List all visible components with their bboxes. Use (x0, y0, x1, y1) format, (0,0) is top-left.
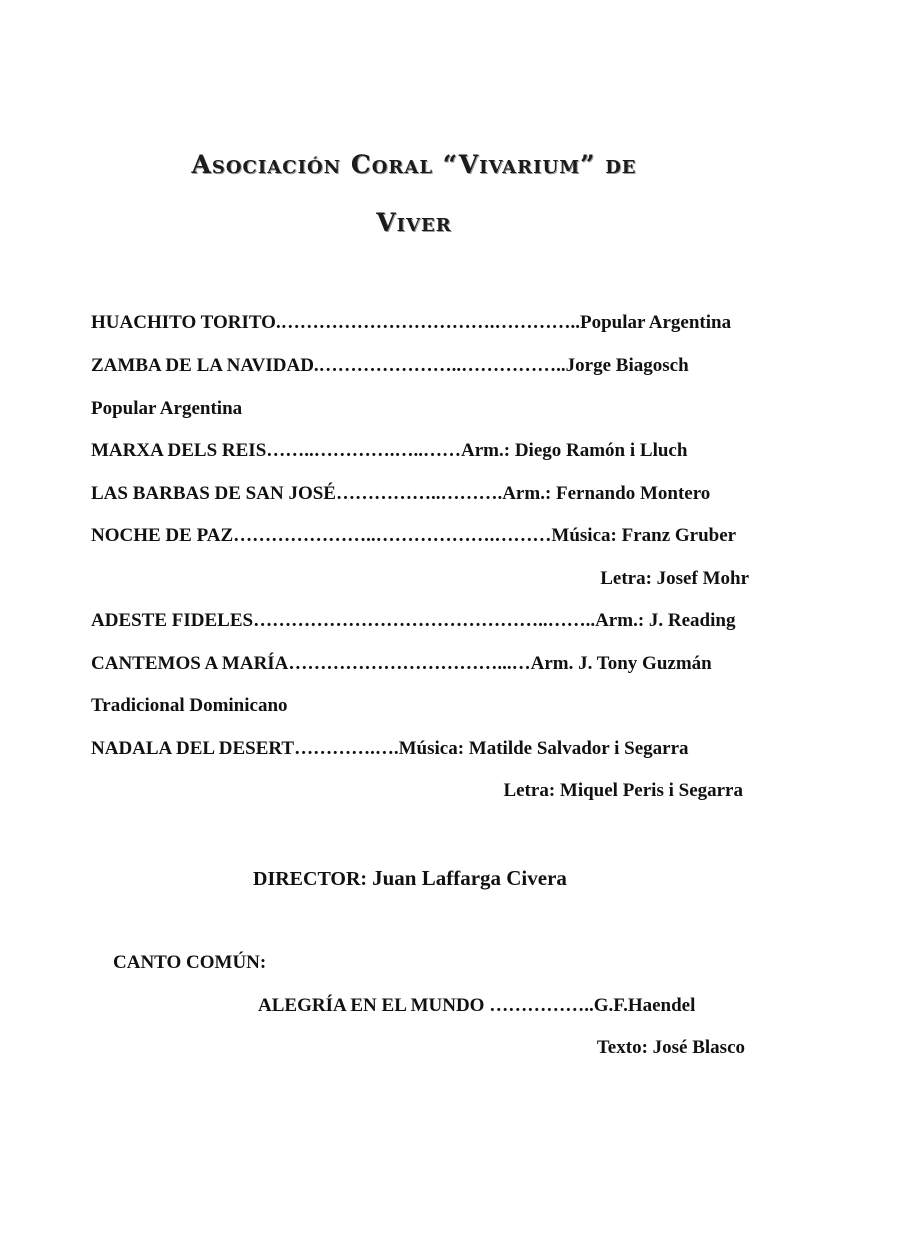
director-name: Juan Laffarga Civera (372, 866, 567, 890)
director-line (253, 866, 567, 891)
program-title-line-1: Asociación Coral “Vivarium” de (191, 150, 637, 179)
program-item-marxa-dels-reis: MARXA DELS REIS……..………….…..……Arm.: Diego Ramón i Lluch (91, 440, 688, 461)
program-title-line-2: Viver (376, 208, 452, 237)
program-item-huachito-torito: HUACHITO TORITO.…………………………….…………..Popular Argentina (91, 312, 732, 333)
program-item-noche-de-paz: NOCHE DE PAZ…………………..……………….………Música: Franz Gruber (91, 525, 737, 546)
director-label: DIRECTOR: (253, 868, 368, 890)
program-item-noche-de-paz-lyrics: Letra: Josef Mohr (600, 568, 749, 589)
program-item-nadala-del-desert: NADALA DEL DESERT………….….Música: Matilde Salvador i Segarra (91, 738, 689, 759)
program-item-las-barbas-de-san-jose: LAS BARBAS DE SAN JOSÉ……………..……….Arm.: Fernando Montero (91, 483, 711, 504)
program-item-cantemos-origin: Tradicional Dominicano (91, 695, 288, 716)
program-item-nadala-lyrics: Letra: Miquel Peris i Segarra (503, 780, 743, 801)
program-item-adeste-fideles: ADESTE FIDELES………………………………………..……..Arm.: J. Reading (91, 610, 736, 631)
program-item-cantemos-a-maria: CANTEMOS A MARÍA……………………………...…Arm. J. Tony Guzmán (91, 653, 712, 674)
program-item-zamba-origin: Popular Argentina (91, 398, 243, 419)
program-item-zamba-de-la-navidad: ZAMBA DE LA NAVIDAD.…………………..……………..Jorge Biagosch (91, 355, 689, 376)
canto-comun-item: ALEGRÍA EN EL MUNDO ……………..G.F.Haendel (258, 995, 696, 1016)
canto-comun-label: CANTO COMÚN: (113, 952, 267, 973)
canto-comun-texto: Texto: José Blasco (596, 1037, 745, 1058)
